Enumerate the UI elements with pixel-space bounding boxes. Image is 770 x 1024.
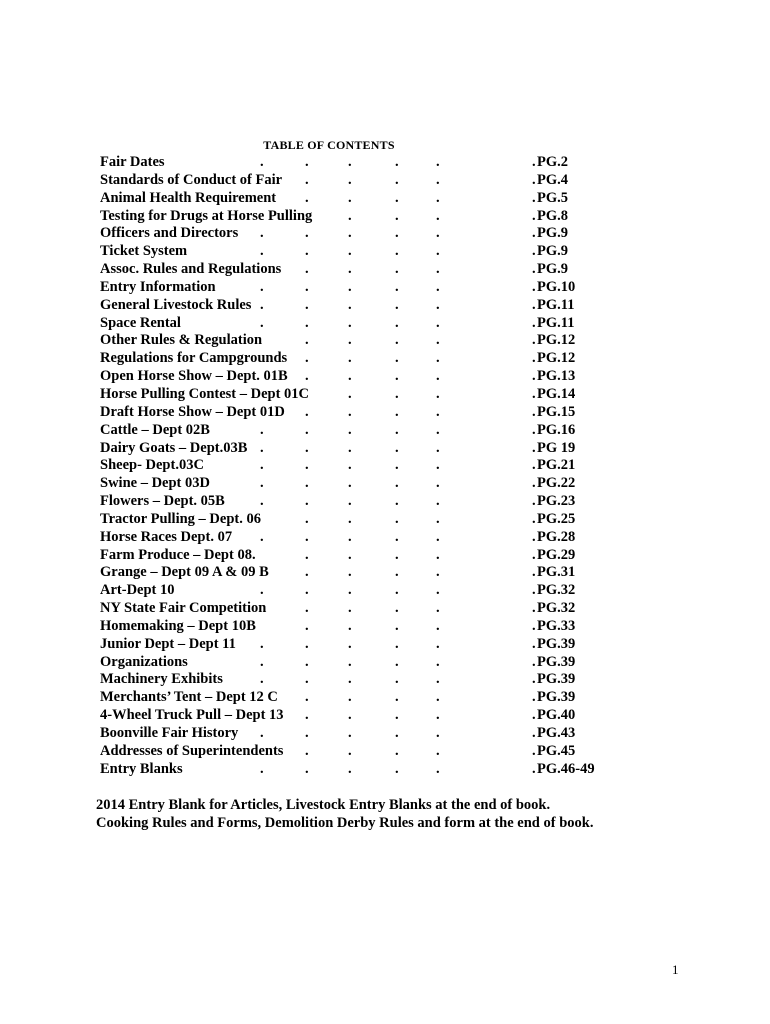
leader-dots: . . . . . [305,564,536,581]
toc-entry-page: PG 19 [537,439,576,456]
toc-entry-page: PG.16 [537,421,576,438]
toc-entry-label: Machinery Exhibits [100,671,223,688]
toc-entry [100,368,576,386]
toc-entry-page: PG.39 [537,653,576,670]
toc-entry-page: PG.46-49 [537,760,595,777]
leader-dots: . . . . . . [260,296,536,313]
toc-entry [100,689,576,707]
leader-dots: . . . . . [305,350,536,367]
toc-entry-page: PG.39 [537,635,576,652]
leader-dots: . . . . . [305,600,536,617]
toc-entry-page: PG.22 [537,475,576,492]
leader-dots: . . . . . . [260,725,536,741]
toc-entry-label: Tractor Pulling – Dept. 06 [100,510,261,527]
leader-dots: . . . . . . [260,421,536,438]
leader-dots: . . . . . . [260,493,536,510]
leader-dots: . . . . . . [260,457,536,474]
toc-entry [100,528,576,547]
toc-entry [100,493,576,511]
toc-entry-label: Assoc. Rules and Regulations [100,261,282,278]
toc-entry-label: Organizations [100,653,188,670]
toc-entry [100,439,576,458]
leader-dots: . . . . . . [260,278,536,295]
toc-entry [100,600,576,618]
page-number: 1 [672,962,679,977]
toc-entry [100,314,575,333]
toc-entry [100,564,576,582]
toc-entry [100,225,569,243]
toc-entry-page: PG.8 [537,207,569,224]
toc-entry-label: Farm Produce – Dept 08. [100,546,256,563]
toc-entry-label: General Livestock Rules [100,296,252,313]
footnote-line-2: Cooking Rules and Forms, Demolition Derby Rules and form at the end of book. [96,815,594,831]
toc-entry-label: Flowers – Dept. 05B [100,493,225,510]
leader-dots: . . . . . [305,332,536,349]
toc-entry [100,189,569,208]
toc-entry [100,742,576,761]
leader-dots: . . . . . . [260,635,536,652]
toc-entry-label: Space Rental [100,314,181,331]
toc-entry [100,510,576,529]
toc-entry-page: PG.11 [537,296,575,313]
toc-entry-page: PG.32 [537,582,576,599]
leader-dots: . . . . . . [260,671,536,688]
toc-entry-page: PG.14 [537,385,576,402]
toc-entry [100,350,576,368]
leader-dots: . . . . . [305,546,536,563]
leader-dots: . . . . . . [260,582,536,599]
toc-entry-label: Homemaking – Dept 10B [100,617,256,634]
toc-entry [100,332,576,350]
toc-entry-page: PG.31 [537,564,576,581]
toc-entry-label: NY State Fair Competition [100,600,267,617]
toc-entry [100,421,576,440]
toc-entry-page: PG.10 [537,278,576,295]
toc-entry-page: PG.4 [537,171,569,188]
toc-entry [100,760,595,779]
toc-entry [100,582,576,600]
toc-entry [100,653,576,672]
leader-dots: . . . . . [305,617,536,634]
toc-entry-label: Cattle – Dept 02B [100,421,210,438]
toc-entry [100,278,576,297]
toc-entry-page: PG.40 [537,707,576,724]
toc-entry-label: Animal Health Requirement [100,189,277,206]
toc-entry-page: PG.9 [537,261,569,278]
toc-entry-page: PG.11 [537,314,575,331]
toc-entry-label: 4-Wheel Truck Pull – Dept 13 [100,707,284,724]
toc-entry-label: Art-Dept 10 [100,582,175,599]
leader-dots: . . . . . [305,403,536,420]
toc-entry [100,707,576,725]
toc-entry [100,403,576,422]
toc-entry [100,617,576,636]
toc-entry-label: Regulations for Campgrounds [100,350,288,367]
toc-entry-page: PG.45 [537,742,576,759]
toc-entry [100,385,576,404]
toc-entry-label: Other Rules & Regulation [100,332,263,349]
leader-dots: . . . . . [305,368,536,385]
toc-entry-label: Testing for Drugs at Horse Pulling [100,207,313,224]
toc-entry-page: PG.2 [537,154,569,170]
toc-entry [100,725,576,743]
toc-entry-label: Junior Dept – Dept 11 [100,635,236,652]
leader-dots: . . . . . . [260,653,536,670]
toc-entry-label: Grange – Dept 09 A & 09 B [100,564,269,581]
toc-entry-page: PG.25 [537,510,576,527]
toc-entry-label: Draft Horse Show – Dept 01D [100,403,285,420]
leader-dots: . . . . . [305,742,536,759]
toc-entry-page: PG.15 [537,403,576,420]
leader-dots: . . . . . . [260,475,536,492]
leader-dots: . . . . . [305,171,536,188]
toc-entry-page: PG.9 [537,225,569,242]
footnote [96,796,736,832]
toc-entry-page: PG.12 [537,332,576,349]
toc-entry-label: Boonville Fair History [100,725,239,741]
toc-entry-page: PG.28 [537,528,576,545]
toc-entry-page: PG.13 [537,368,576,385]
toc-entry-label: Horse Pulling Contest – Dept 01C [100,385,310,402]
toc-entry [100,154,569,172]
toc-entry-page: PG.33 [537,617,576,634]
toc-entry-page: PG.43 [537,725,576,741]
toc-list [100,154,595,779]
leader-dots: . . . . [348,385,536,402]
toc-entry-label: Dairy Goats – Dept.03B [100,439,248,456]
toc-entry-label: Horse Races Dept. 07 [100,528,233,545]
toc-entry [100,261,569,279]
leader-dots: . . . . . . [260,243,536,260]
toc-entry [100,475,576,493]
toc-entry-label: Swine – Dept 03D [100,475,210,492]
leader-dots: . . . . . . [260,528,536,545]
toc-entry [100,671,576,689]
toc-title: TABLE OF CONTENTS [263,138,395,152]
toc-entry-page: PG.23 [537,493,576,510]
toc-entry [100,635,576,654]
toc-entry-label: Open Horse Show – Dept. 01B [100,368,288,385]
toc-entry-label: Officers and Directors [100,225,239,242]
toc-entry-page: PG.5 [537,189,569,206]
toc-entry [100,207,569,226]
leader-dots: . . . . . [305,689,536,706]
toc-entry [100,171,569,190]
toc-entry-label: Entry Blanks [100,760,183,777]
footnote-line-1: 2014 Entry Blank for Articles, Livestock Entry Blanks at the end of book. [96,797,551,813]
leader-dots: . . . . . [305,510,536,527]
leader-dots: . . . . . [305,189,536,206]
toc-entry [100,546,576,565]
toc-entry [100,296,575,315]
toc-entry-label: Fair Dates [100,154,165,170]
leader-dots: . . . . . [305,261,536,278]
toc-entry-label: Entry Information [100,278,216,295]
toc-entry [100,457,576,475]
toc-entry-page: PG.32 [537,600,576,617]
toc-entry-page: PG.29 [537,546,576,563]
toc-entry-page: PG.12 [537,350,576,367]
leader-dots: . . . . . . [260,314,536,331]
toc-entry [100,243,569,261]
toc-entry-label: Ticket System [100,243,188,260]
leader-dots: . . . . . . [260,154,536,170]
leader-dots: . . . . . . [260,439,536,456]
leader-dots: . . . . . . [260,760,536,777]
toc-entry-page: PG.21 [537,457,576,474]
toc-entry-label: Standards of Conduct of Fair [100,171,283,188]
leader-dots: . . . . . [305,707,536,724]
toc-entry-label: Addresses of Superintendents [100,742,284,759]
toc-entry-label: Sheep- Dept.03C [100,457,204,474]
toc-entry-page: PG.39 [537,689,576,706]
toc-entry-label: Merchants’ Tent – Dept 12 C [100,689,278,706]
toc-entry-page: PG.39 [537,671,576,688]
leader-dots: . . . . . . [260,225,536,242]
leader-dots: . . . . [348,207,536,224]
toc-entry-page: PG.9 [537,243,569,260]
